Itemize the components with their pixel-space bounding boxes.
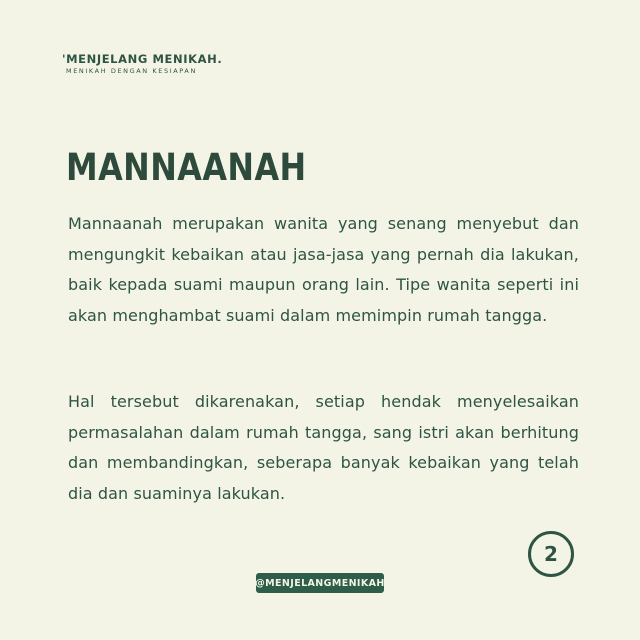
social-handle-badge: @MENJELANGMENIKAH <box>256 573 384 593</box>
body-paragraph-1: Mannaanah merupakan wanita yang senang menyebut dan mengungkit kebaikan atau jasa-jasa yang pernah dia lakukan, baik kepada suami maupun orang lain. Tipe wanita seperti ini akan menghambat suami dalam memimpin rumah tangga. <box>68 214 579 325</box>
brand-logo <box>62 52 222 76</box>
page-title: MANNAANAH <box>66 146 307 189</box>
brand-subtitle: MENIKAH DENGAN KESIAPAN <box>66 67 197 75</box>
body-paragraph-2: Hal tersebut dikarenakan, setiap hendak menyelesaikan permasalahan dalam rumah tangga, sang istri akan berhitung dan membandingkan, seberapa banyak kebaikan yang telah dia dan suaminya lakukan. <box>68 392 579 503</box>
brand-title: 'MENJELANG MENIKAH. <box>62 52 223 66</box>
page-number-badge: 2 <box>528 531 574 577</box>
